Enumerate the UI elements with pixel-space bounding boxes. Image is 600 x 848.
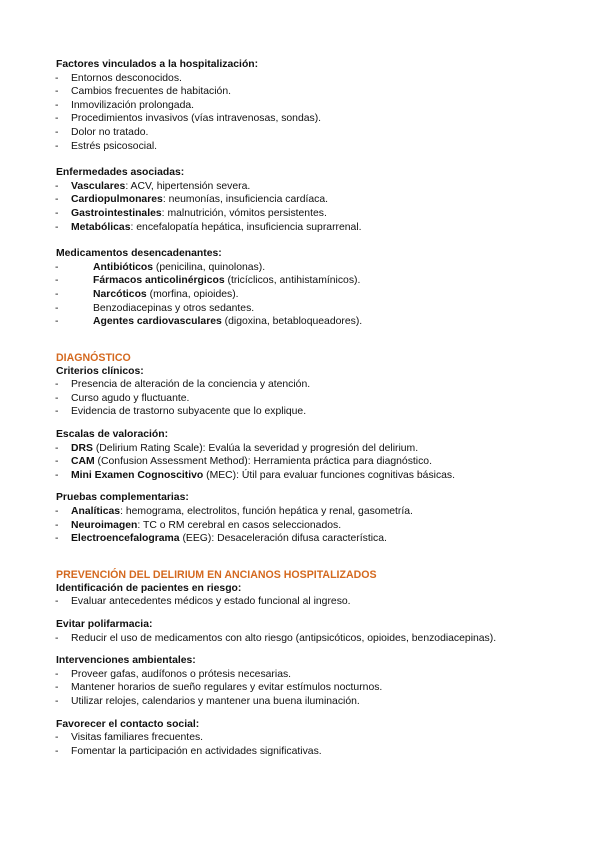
list-hospitalizacion bbox=[56, 72, 576, 154]
list-item bbox=[56, 193, 576, 207]
list-item-text: Mantener horarios de sueño regulares y evitar estímulos nocturnos. bbox=[71, 682, 383, 694]
heading-identificacion: Identificación de pacientes en riesgo: bbox=[56, 582, 242, 594]
list-item-term: Mini Examen Cognoscitivo bbox=[71, 469, 204, 481]
list-item bbox=[56, 455, 576, 469]
list-item bbox=[56, 392, 576, 406]
list-item bbox=[56, 378, 576, 392]
bullet-dash: - bbox=[55, 682, 59, 694]
list-item-text: (digoxina, betabloqueadores). bbox=[221, 316, 363, 328]
list-item-text: Entornos desconocidos. bbox=[71, 72, 182, 84]
heading-contacto: Favorecer el contacto social: bbox=[56, 718, 200, 730]
list-escalas bbox=[56, 442, 576, 483]
list-item-text: : ACV, hipertensión severa. bbox=[125, 180, 251, 192]
list-item-text: Curso agudo y fluctuante. bbox=[71, 392, 190, 404]
bullet-dash: - bbox=[55, 506, 59, 518]
list-medicamentos bbox=[56, 261, 576, 329]
bullet-dash: - bbox=[55, 261, 59, 273]
list-item-term: Electroencefalograma bbox=[71, 533, 180, 545]
list-item-term: Narcóticos bbox=[93, 288, 147, 300]
list-item bbox=[56, 72, 576, 86]
list-item bbox=[56, 112, 576, 126]
bullet-dash: - bbox=[55, 140, 59, 152]
heading-polifarmacia: Evitar polifarmacia: bbox=[56, 619, 153, 630]
list-item-term: Metabólicas bbox=[71, 221, 131, 233]
list-item bbox=[56, 85, 576, 99]
heading-enfermedades: Enfermedades asociadas: bbox=[56, 167, 185, 179]
list-item-text: Dolor no tratado. bbox=[71, 126, 149, 138]
list-polifarmacia bbox=[56, 632, 576, 646]
list-item bbox=[56, 140, 576, 154]
bullet-dash: - bbox=[55, 379, 59, 391]
list-item-term: Antibióticos bbox=[93, 261, 154, 273]
list-item-text: Evaluar antecedentes médicos y estado funcional al ingreso. bbox=[71, 596, 351, 608]
list-item bbox=[56, 302, 576, 316]
list-item bbox=[56, 99, 576, 113]
bullet-dash: - bbox=[55, 288, 59, 300]
list-item bbox=[56, 274, 576, 288]
bullet-dash: - bbox=[55, 668, 59, 680]
list-item-text: (Confusion Assessment Method): Herramienta práctica para diagnóstico. bbox=[94, 456, 432, 468]
list-item bbox=[56, 180, 576, 194]
list-item-text: Cambios frecuentes de habitación. bbox=[71, 86, 231, 98]
list-item-text: Inmovilización prolongada. bbox=[71, 99, 195, 111]
list-item-text: (MEC): Útil para evaluar funciones cognitivas básicas. bbox=[203, 469, 456, 481]
list-item bbox=[56, 505, 576, 519]
bullet-dash: - bbox=[55, 99, 59, 111]
list-item-text: (tricíclicos, antihistamínicos). bbox=[224, 275, 361, 287]
list-item bbox=[56, 221, 576, 235]
list-item-text: : TC o RM cerebral en casos seleccionados. bbox=[137, 519, 342, 531]
list-enfermedades bbox=[56, 180, 576, 234]
list-pruebas bbox=[56, 505, 576, 546]
list-item-text: Estrés psicosocial. bbox=[71, 140, 158, 152]
list-item bbox=[56, 695, 576, 709]
bullet-dash: - bbox=[55, 442, 59, 454]
list-item bbox=[56, 288, 576, 302]
list-item bbox=[56, 668, 576, 682]
list-item bbox=[56, 681, 576, 695]
list-item-text: Presencia de alteración de la conciencia y atención. bbox=[71, 379, 311, 391]
bullet-dash: - bbox=[55, 113, 59, 125]
list-item-term: Fármacos anticolinérgicos bbox=[93, 275, 225, 287]
list-item-term: Agentes cardiovasculares bbox=[93, 316, 222, 328]
list-item bbox=[56, 261, 576, 275]
list-item bbox=[56, 207, 576, 221]
list-item-term: Cardiopulmonares bbox=[71, 194, 163, 206]
bullet-dash: - bbox=[55, 207, 59, 219]
list-item bbox=[56, 405, 576, 419]
heading-escalas: Escalas de valoración: bbox=[56, 429, 169, 441]
bullet-dash: - bbox=[55, 221, 59, 233]
list-item-text: Visitas familiares frecuentes. bbox=[71, 732, 204, 744]
list-item bbox=[56, 745, 576, 759]
bullet-dash: - bbox=[55, 72, 59, 84]
list-item-term: Gastrointestinales bbox=[71, 207, 162, 219]
document-page bbox=[56, 58, 576, 758]
list-item-text: Benzodiacepinas y otros sedantes. bbox=[93, 302, 255, 314]
list-item-term: Vasculares bbox=[71, 180, 126, 192]
heading-ambientales: Intervenciones ambientales: bbox=[56, 655, 196, 667]
bullet-dash: - bbox=[55, 469, 59, 481]
bullet-dash: - bbox=[55, 632, 59, 644]
bullet-dash: - bbox=[55, 86, 59, 98]
bullet-dash: - bbox=[55, 392, 59, 404]
bullet-dash: - bbox=[55, 519, 59, 531]
list-item bbox=[56, 315, 576, 329]
list-item-text: (penicilina, quinolonas). bbox=[153, 261, 266, 273]
list-item-text: Proveer gafas, audífonos o prótesis necesarias. bbox=[71, 668, 292, 680]
list-item-term: CAM bbox=[71, 456, 95, 468]
list-item-text: (morfina, opioides). bbox=[146, 288, 239, 300]
list-item bbox=[56, 126, 576, 140]
bullet-dash: - bbox=[55, 275, 59, 287]
list-item bbox=[56, 442, 576, 456]
heading-hospitalizacion: Factores vinculados a la hospitalización: bbox=[56, 59, 259, 70]
list-item bbox=[56, 632, 576, 646]
list-item bbox=[56, 731, 576, 745]
list-item-term: DRS bbox=[71, 442, 93, 454]
section-title-prevencion: PREVENCIÓN DEL DELIRIUM EN ANCIANOS HOSPITALIZADOS bbox=[56, 568, 377, 581]
list-item-text: : encefalopatía hepática, insuficiencia suprarrenal. bbox=[130, 221, 362, 233]
bullet-dash: - bbox=[55, 745, 59, 757]
bullet-dash: - bbox=[55, 596, 59, 608]
list-item-text: : hemograma, electrolitos, función hepática y renal, gasometría. bbox=[120, 506, 413, 518]
bullet-dash: - bbox=[55, 194, 59, 206]
section-title-diagnostico: DIAGNÓSTICO bbox=[56, 351, 131, 364]
bullet-dash: - bbox=[55, 180, 59, 192]
heading-medicamentos: Medicamentos desencadenantes: bbox=[56, 248, 222, 260]
list-item bbox=[56, 532, 576, 546]
list-item-text: (Delirium Rating Scale): Evalúa la severidad y progresión del delirium. bbox=[92, 442, 419, 454]
list-item-term: Neuroimagen bbox=[71, 519, 138, 531]
list-item bbox=[56, 519, 576, 533]
heading-pruebas: Pruebas complementarias: bbox=[56, 492, 189, 504]
list-item-text: Evidencia de trastorno subyacente que lo explique. bbox=[71, 406, 307, 418]
list-criterios bbox=[56, 378, 576, 419]
list-item-text: (EEG): Desaceleración difusa característica. bbox=[179, 533, 387, 545]
list-item bbox=[56, 595, 576, 609]
bullet-dash: - bbox=[55, 406, 59, 418]
list-item-text: Reducir el uso de medicamentos con alto riesgo (antipsicóticos, opioides, benzodiacepinas). bbox=[71, 632, 497, 644]
list-ambientales bbox=[56, 668, 576, 709]
bullet-dash: - bbox=[55, 316, 59, 328]
bullet-dash: - bbox=[55, 302, 59, 314]
list-contacto bbox=[56, 731, 576, 758]
list-item-text: Procedimientos invasivos (vías intravenosas, sondas). bbox=[71, 113, 322, 125]
bullet-dash: - bbox=[55, 732, 59, 744]
list-item-text: : neumonías, insuficiencia cardíaca. bbox=[162, 194, 328, 206]
bullet-dash: - bbox=[55, 695, 59, 707]
heading-criterios: Criterios clínicos: bbox=[56, 365, 144, 377]
bullet-dash: - bbox=[55, 533, 59, 545]
list-identificacion bbox=[56, 595, 576, 609]
list-item-text: Utilizar relojes, calendarios y mantener una buena iluminación. bbox=[71, 695, 360, 707]
bullet-dash: - bbox=[55, 126, 59, 138]
bullet-dash: - bbox=[55, 456, 59, 468]
list-item-text: Fomentar la participación en actividades significativas. bbox=[71, 745, 322, 757]
list-item bbox=[56, 469, 576, 483]
list-item-term: Analíticas bbox=[71, 506, 121, 518]
list-item-text: : malnutrición, vómitos persistentes. bbox=[161, 207, 327, 219]
